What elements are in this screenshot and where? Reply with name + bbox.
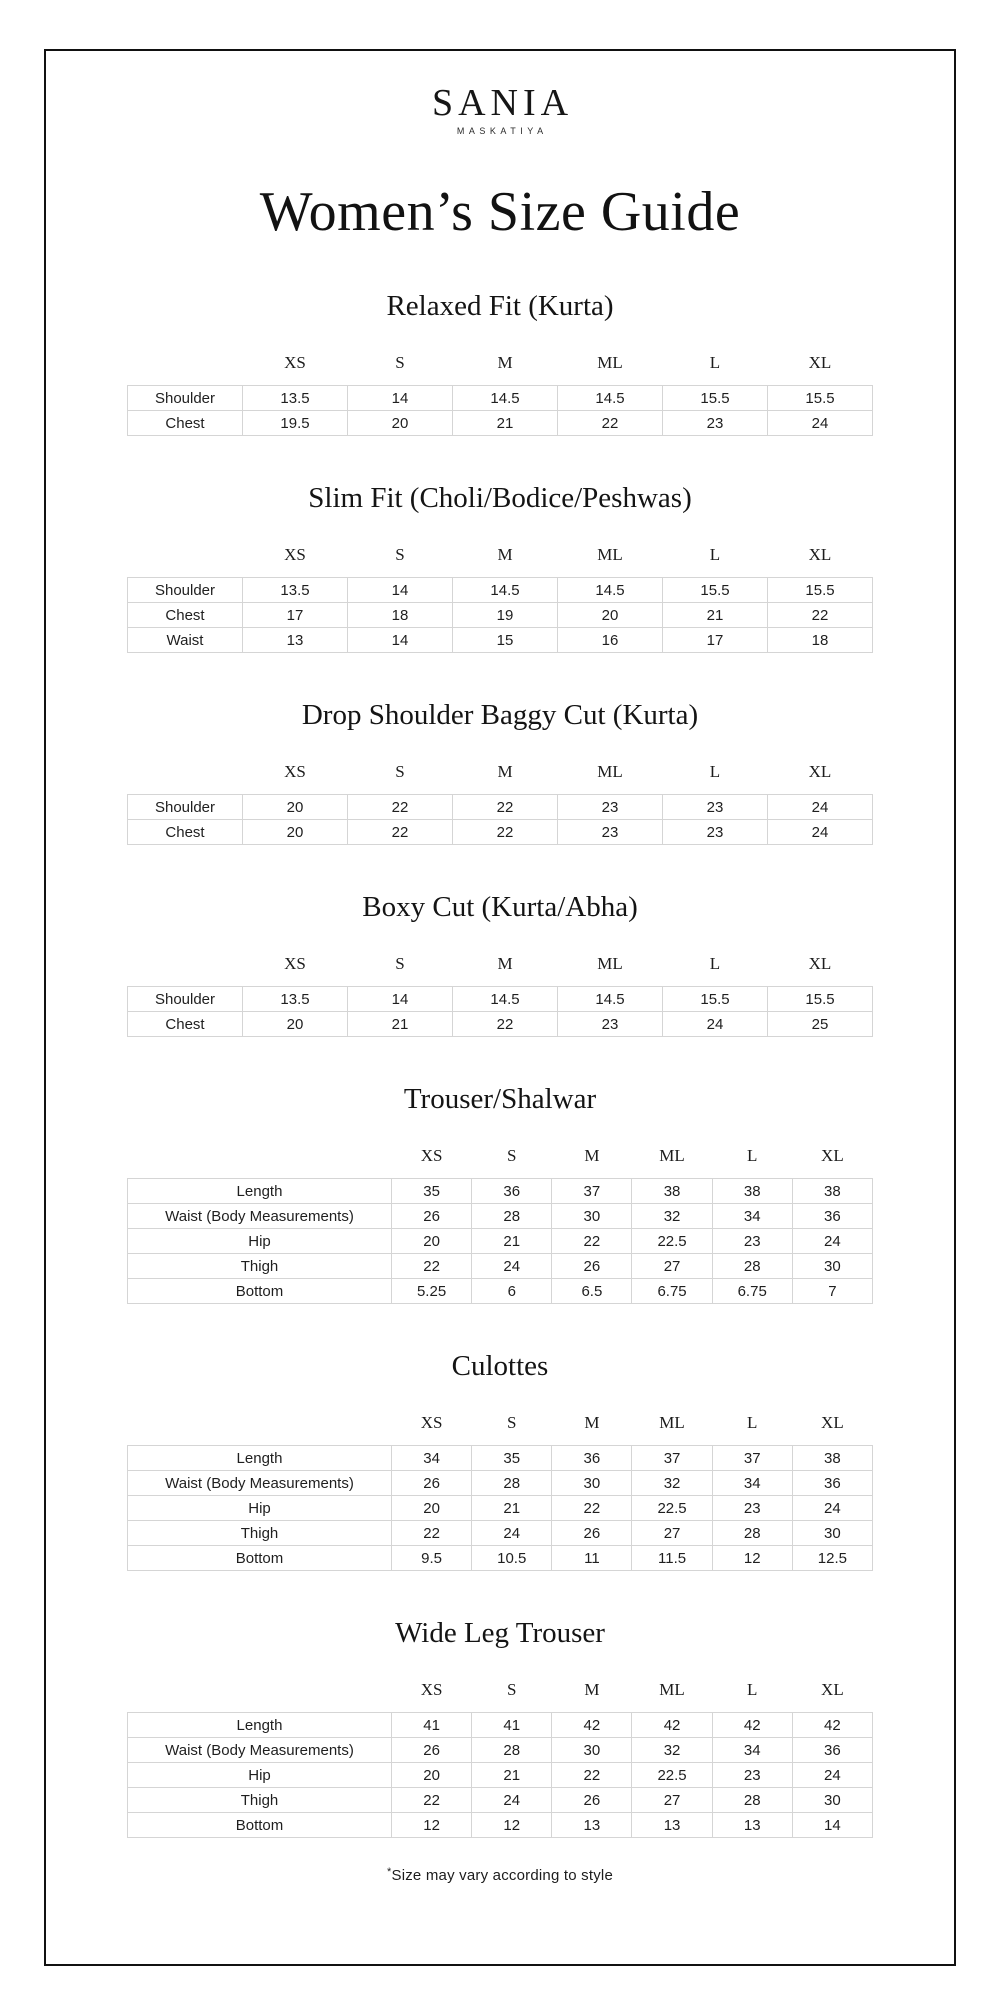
- size-col-header-xs: XS: [284, 954, 306, 973]
- row-label: Thigh: [128, 1788, 392, 1813]
- size-table-wide-leg-trouser: [127, 1650, 873, 1838]
- size-table-slim-fit-choli-bodice-peshwas: [127, 515, 873, 653]
- size-value: 12: [472, 1813, 552, 1838]
- size-value: 13: [243, 628, 348, 653]
- size-value: 22: [348, 795, 453, 820]
- size-value: 30: [552, 1471, 632, 1496]
- row-label: Bottom: [128, 1279, 392, 1304]
- size-value: 18: [348, 603, 453, 628]
- size-header-spacer: [128, 515, 243, 578]
- size-header-spacer: [128, 924, 243, 987]
- size-col-header-xl: XL: [808, 545, 832, 564]
- row-label: Hip: [128, 1763, 392, 1788]
- size-value: 28: [712, 1788, 792, 1813]
- size-value: 34: [712, 1471, 792, 1496]
- table-row-hip: [128, 1496, 873, 1521]
- brand-name: SANIA: [431, 82, 574, 124]
- size-value: 26: [392, 1204, 472, 1229]
- size-header-row: [128, 1383, 873, 1446]
- size-value: 22: [348, 820, 453, 845]
- size-value: 21: [472, 1229, 552, 1254]
- table-row-shoulder: [128, 987, 873, 1012]
- section-title: Relaxed Fit (Kurta): [386, 290, 614, 322]
- size-value: 22.5: [632, 1763, 712, 1788]
- size-value: 15.5: [663, 386, 768, 411]
- size-col-header-xl: XL: [821, 1680, 844, 1699]
- size-col-header-xl: XL: [808, 954, 832, 973]
- size-col-header-l: L: [747, 1680, 758, 1699]
- size-value: 14: [792, 1813, 872, 1838]
- size-col-header-xs: XS: [420, 1146, 443, 1165]
- size-value: 21: [348, 1012, 453, 1037]
- table-row-chest: [128, 820, 873, 845]
- size-table-relaxed-fit-kurta: [127, 323, 873, 436]
- size-value: 6: [472, 1279, 552, 1304]
- size-value: 15.5: [768, 578, 873, 603]
- size-col-header-m: M: [497, 353, 513, 372]
- size-value: 30: [792, 1254, 872, 1279]
- row-label: Waist (Body Measurements): [128, 1738, 392, 1763]
- table-row-chest: [128, 1012, 873, 1037]
- size-value: 24: [472, 1254, 552, 1279]
- table-row-waist-body-measurements: [128, 1204, 873, 1229]
- row-label: Shoulder: [128, 987, 243, 1012]
- size-table-drop-shoulder-baggy-cut-kurta: [127, 732, 873, 845]
- brand-logo: [127, 81, 873, 136]
- size-value: 38: [632, 1179, 712, 1204]
- size-value: 28: [712, 1521, 792, 1546]
- size-header-row: [128, 515, 873, 578]
- size-value: 30: [792, 1788, 872, 1813]
- size-col-header-xl: XL: [821, 1146, 844, 1165]
- section-title: Slim Fit (Choli/Bodice/Peshwas): [308, 482, 692, 514]
- size-value: 23: [558, 795, 663, 820]
- size-value: 15.5: [663, 987, 768, 1012]
- size-header-spacer: [128, 1116, 392, 1179]
- size-value: 36: [792, 1471, 872, 1496]
- size-value: 11.5: [632, 1546, 712, 1571]
- size-value: 18: [768, 628, 873, 653]
- size-value: 28: [712, 1254, 792, 1279]
- size-value: 20: [243, 795, 348, 820]
- size-value: 7: [792, 1279, 872, 1304]
- table-row-chest: [128, 411, 873, 436]
- size-value: 22: [552, 1229, 632, 1254]
- size-value: 14.5: [558, 578, 663, 603]
- section-title: Culottes: [451, 1350, 549, 1382]
- size-col-header-s: S: [395, 762, 405, 781]
- row-label: Waist (Body Measurements): [128, 1204, 392, 1229]
- size-value: 13.5: [243, 386, 348, 411]
- sections: [127, 290, 873, 1838]
- size-header-spacer: [128, 323, 243, 386]
- row-label: Bottom: [128, 1813, 392, 1838]
- size-value: 25: [768, 1012, 873, 1037]
- size-col-header-ml: ML: [597, 545, 623, 564]
- size-value: 22: [392, 1254, 472, 1279]
- size-value: 34: [392, 1446, 472, 1471]
- section-title: Trouser/Shalwar: [403, 1083, 597, 1115]
- size-value: 14.5: [558, 386, 663, 411]
- size-value: 38: [712, 1179, 792, 1204]
- table-row-shoulder: [128, 386, 873, 411]
- size-value: 22: [453, 1012, 558, 1037]
- size-value: 26: [392, 1471, 472, 1496]
- size-col-header-m: M: [497, 954, 513, 973]
- size-value: 13: [552, 1813, 632, 1838]
- size-header-row: [128, 1116, 873, 1179]
- size-value: 30: [552, 1738, 632, 1763]
- section-drop-shoulder-baggy-cut-kurta: [127, 699, 873, 845]
- size-value: 14.5: [453, 578, 558, 603]
- size-value: 22: [558, 411, 663, 436]
- size-value: 36: [472, 1179, 552, 1204]
- footnote-asterisk: *: [387, 1866, 392, 1878]
- size-col-header-ml: ML: [597, 954, 623, 973]
- size-value: 20: [392, 1496, 472, 1521]
- row-label: Waist: [128, 628, 243, 653]
- size-value: 14.5: [558, 987, 663, 1012]
- size-value: 34: [712, 1204, 792, 1229]
- size-value: 22: [453, 795, 558, 820]
- size-value: 22: [392, 1788, 472, 1813]
- size-value: 13: [712, 1813, 792, 1838]
- size-col-header-m: M: [497, 762, 513, 781]
- row-label: Length: [128, 1179, 392, 1204]
- row-label: Length: [128, 1446, 392, 1471]
- size-value: 24: [792, 1229, 872, 1254]
- page-title: Women’s Size Guide: [259, 181, 741, 243]
- size-value: 23: [712, 1229, 792, 1254]
- size-value: 22: [392, 1521, 472, 1546]
- size-value: 35: [472, 1446, 552, 1471]
- size-value: 21: [472, 1496, 552, 1521]
- size-value: 9.5: [392, 1546, 472, 1571]
- size-value: 21: [453, 411, 558, 436]
- size-col-header-m: M: [497, 545, 513, 564]
- size-value: 14: [348, 386, 453, 411]
- table-row-chest: [128, 603, 873, 628]
- size-value: 24: [792, 1763, 872, 1788]
- size-value: 24: [663, 1012, 768, 1037]
- table-row-waist-body-measurements: [128, 1738, 873, 1763]
- size-value: 35: [392, 1179, 472, 1204]
- row-label: Shoulder: [128, 795, 243, 820]
- size-value: 22: [453, 820, 558, 845]
- size-header-spacer: [128, 1650, 392, 1713]
- size-value: 15.5: [768, 386, 873, 411]
- size-value: 20: [243, 820, 348, 845]
- size-value: 24: [792, 1496, 872, 1521]
- row-label: Hip: [128, 1229, 392, 1254]
- size-col-header-xl: XL: [808, 353, 832, 372]
- size-value: 20: [392, 1763, 472, 1788]
- size-value: 12: [392, 1813, 472, 1838]
- size-value: 15: [453, 628, 558, 653]
- size-col-header-l: L: [747, 1413, 758, 1432]
- size-col-header-m: M: [584, 1413, 600, 1432]
- size-value: 42: [552, 1713, 632, 1738]
- table-row-thigh: [128, 1788, 873, 1813]
- size-value: 24: [768, 820, 873, 845]
- size-value: 23: [663, 411, 768, 436]
- size-value: 38: [792, 1446, 872, 1471]
- section-wide-leg-trouser: [127, 1617, 873, 1838]
- size-col-header-l: L: [747, 1146, 758, 1165]
- size-value: 10.5: [472, 1546, 552, 1571]
- section-title: Boxy Cut (Kurta/Abha): [362, 891, 638, 923]
- table-row-waist: [128, 628, 873, 653]
- size-value: 14: [348, 987, 453, 1012]
- size-value: 14: [348, 628, 453, 653]
- size-value: 20: [243, 1012, 348, 1037]
- table-row-length: [128, 1446, 873, 1471]
- size-col-header-s: S: [507, 1146, 517, 1165]
- size-value: 42: [632, 1713, 712, 1738]
- size-col-header-xl: XL: [821, 1413, 844, 1432]
- size-col-header-l: L: [709, 353, 721, 372]
- size-value: 41: [392, 1713, 472, 1738]
- size-value: 23: [558, 820, 663, 845]
- size-value: 22: [552, 1496, 632, 1521]
- size-value: 11: [552, 1546, 632, 1571]
- size-value: 21: [472, 1763, 552, 1788]
- table-row-shoulder: [128, 578, 873, 603]
- size-value: 12: [712, 1546, 792, 1571]
- size-value: 28: [472, 1738, 552, 1763]
- size-col-header-xs: XS: [420, 1413, 443, 1432]
- size-value: 6.5: [552, 1279, 632, 1304]
- size-value: 19.5: [243, 411, 348, 436]
- row-label: Length: [128, 1713, 392, 1738]
- size-value: 22.5: [632, 1229, 712, 1254]
- size-value: 23: [712, 1496, 792, 1521]
- size-col-header-ml: ML: [597, 353, 623, 372]
- row-label: Hip: [128, 1496, 392, 1521]
- table-row-shoulder: [128, 795, 873, 820]
- row-label: Chest: [128, 603, 243, 628]
- size-value: 12.5: [792, 1546, 872, 1571]
- row-label: Chest: [128, 820, 243, 845]
- size-col-header-m: M: [584, 1680, 600, 1699]
- footnote: [127, 1866, 873, 1884]
- section-trouser-shalwar: [127, 1083, 873, 1304]
- table-row-thigh: [128, 1254, 873, 1279]
- size-col-header-l: L: [709, 545, 721, 564]
- size-value: 6.75: [712, 1279, 792, 1304]
- row-label: Shoulder: [128, 386, 243, 411]
- size-value: 27: [632, 1254, 712, 1279]
- size-value: 15.5: [663, 578, 768, 603]
- size-table-culottes: [127, 1383, 873, 1571]
- size-value: 26: [552, 1254, 632, 1279]
- size-value: 24: [768, 411, 873, 436]
- size-header-row: [128, 323, 873, 386]
- size-value: 24: [768, 795, 873, 820]
- size-value: 13.5: [243, 578, 348, 603]
- size-value: 21: [663, 603, 768, 628]
- size-value: 36: [552, 1446, 632, 1471]
- size-value: 36: [792, 1738, 872, 1763]
- size-value: 28: [472, 1204, 552, 1229]
- size-header-spacer: [128, 1383, 392, 1446]
- size-table-boxy-cut-kurta-abha: [127, 924, 873, 1037]
- size-value: 13: [632, 1813, 712, 1838]
- size-value: 17: [243, 603, 348, 628]
- size-value: 34: [712, 1738, 792, 1763]
- size-value: 14: [348, 578, 453, 603]
- size-value: 5.25: [392, 1279, 472, 1304]
- size-value: 22: [768, 603, 873, 628]
- size-col-header-s: S: [507, 1413, 517, 1432]
- size-value: 41: [472, 1713, 552, 1738]
- section-culottes: [127, 1350, 873, 1571]
- size-value: 26: [552, 1521, 632, 1546]
- size-value: 6.75: [632, 1279, 712, 1304]
- section-boxy-cut-kurta-abha: [127, 891, 873, 1037]
- size-value: 24: [472, 1521, 552, 1546]
- size-value: 23: [663, 820, 768, 845]
- table-row-hip: [128, 1763, 873, 1788]
- size-value: 24: [472, 1788, 552, 1813]
- table-row-length: [128, 1179, 873, 1204]
- size-value: 32: [632, 1204, 712, 1229]
- size-value: 22.5: [632, 1496, 712, 1521]
- table-row-waist-body-measurements: [128, 1471, 873, 1496]
- size-col-header-s: S: [395, 545, 405, 564]
- size-col-header-l: L: [709, 762, 721, 781]
- row-label: Waist (Body Measurements): [128, 1471, 392, 1496]
- size-value: 16: [558, 628, 663, 653]
- size-guide-content: [127, 81, 873, 1884]
- size-value: 23: [558, 1012, 663, 1037]
- table-row-bottom: [128, 1546, 873, 1571]
- size-value: 42: [712, 1713, 792, 1738]
- section-relaxed-fit-kurta: [127, 290, 873, 436]
- size-col-header-xl: XL: [808, 762, 832, 781]
- size-col-header-xs: XS: [284, 762, 306, 781]
- table-row-bottom: [128, 1813, 873, 1838]
- size-table-trouser-shalwar: [127, 1116, 873, 1304]
- size-header-spacer: [128, 732, 243, 795]
- size-col-header-xs: XS: [284, 353, 306, 372]
- size-header-row: [128, 732, 873, 795]
- size-col-header-xs: XS: [420, 1680, 443, 1699]
- size-value: 37: [712, 1446, 792, 1471]
- size-value: 23: [712, 1763, 792, 1788]
- size-col-header-ml: ML: [659, 1413, 685, 1432]
- size-value: 28: [472, 1471, 552, 1496]
- section-slim-fit-choli-bodice-peshwas: [127, 482, 873, 653]
- size-value: 32: [632, 1738, 712, 1763]
- size-value: 37: [552, 1179, 632, 1204]
- size-header-row: [128, 1650, 873, 1713]
- size-col-header-s: S: [395, 353, 405, 372]
- size-col-header-s: S: [395, 954, 405, 973]
- row-label: Thigh: [128, 1254, 392, 1279]
- brand-subname: MASKATIYA: [456, 126, 548, 136]
- size-col-header-xs: XS: [284, 545, 306, 564]
- size-value: 13.5: [243, 987, 348, 1012]
- size-col-header-m: M: [584, 1146, 600, 1165]
- size-value: 23: [663, 795, 768, 820]
- size-value: 27: [632, 1521, 712, 1546]
- size-value: 15.5: [768, 987, 873, 1012]
- size-value: 22: [552, 1763, 632, 1788]
- size-value: 20: [348, 411, 453, 436]
- size-col-header-ml: ML: [659, 1146, 685, 1165]
- size-value: 30: [552, 1204, 632, 1229]
- size-value: 38: [792, 1179, 872, 1204]
- section-title: Wide Leg Trouser: [395, 1617, 605, 1649]
- size-value: 42: [792, 1713, 872, 1738]
- size-col-header-s: S: [507, 1680, 517, 1699]
- size-value: 20: [558, 603, 663, 628]
- size-value: 36: [792, 1204, 872, 1229]
- size-value: 26: [552, 1788, 632, 1813]
- size-value: 37: [632, 1446, 712, 1471]
- section-title: Drop Shoulder Baggy Cut (Kurta): [301, 699, 699, 731]
- size-col-header-ml: ML: [659, 1680, 685, 1699]
- size-value: 19: [453, 603, 558, 628]
- size-value: 27: [632, 1788, 712, 1813]
- size-value: 30: [792, 1521, 872, 1546]
- table-row-thigh: [128, 1521, 873, 1546]
- table-row-hip: [128, 1229, 873, 1254]
- row-label: Chest: [128, 411, 243, 436]
- size-value: 20: [392, 1229, 472, 1254]
- table-row-length: [128, 1713, 873, 1738]
- size-value: 26: [392, 1738, 472, 1763]
- table-row-bottom: [128, 1279, 873, 1304]
- size-header-row: [128, 924, 873, 987]
- row-label: Shoulder: [128, 578, 243, 603]
- size-value: 32: [632, 1471, 712, 1496]
- size-value: 14.5: [453, 987, 558, 1012]
- size-col-header-ml: ML: [597, 762, 623, 781]
- row-label: Bottom: [128, 1546, 392, 1571]
- row-label: Chest: [128, 1012, 243, 1037]
- footnote-text: Size may vary according to style: [391, 1867, 613, 1884]
- size-value: 14.5: [453, 386, 558, 411]
- row-label: Thigh: [128, 1521, 392, 1546]
- size-value: 17: [663, 628, 768, 653]
- page-frame: [44, 49, 956, 1966]
- size-col-header-l: L: [709, 954, 721, 973]
